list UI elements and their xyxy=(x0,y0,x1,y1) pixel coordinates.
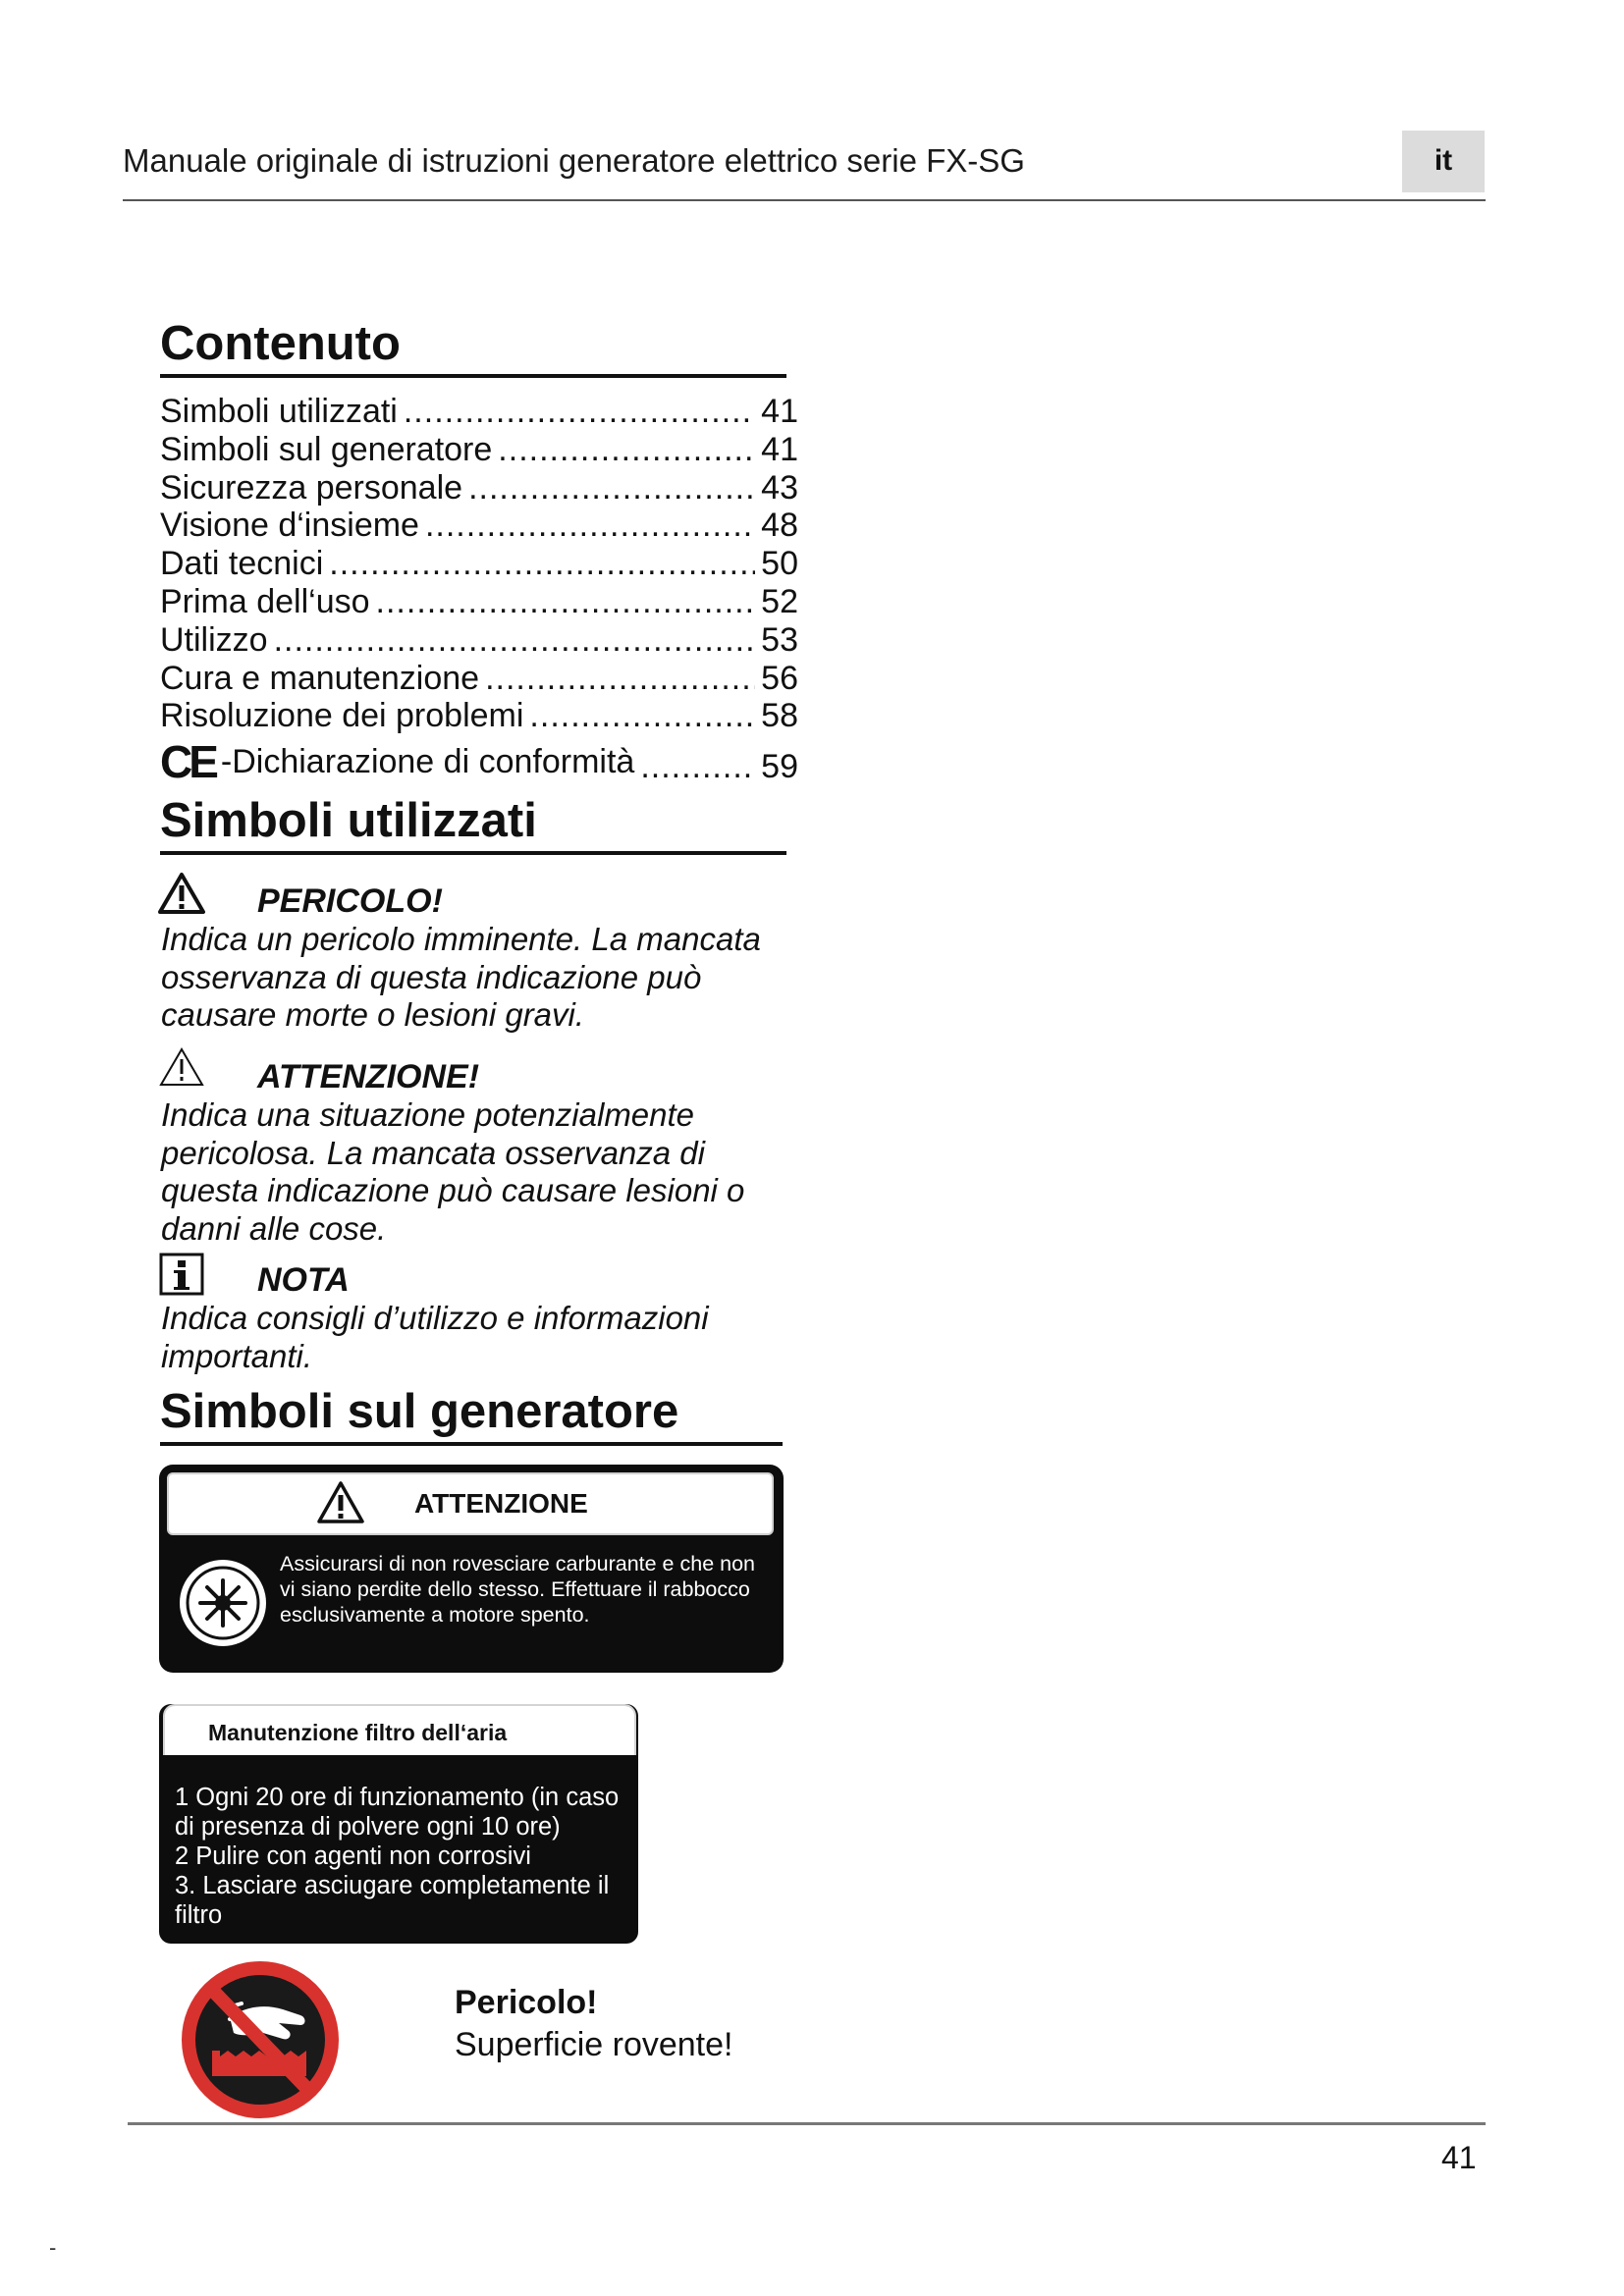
generator-symbols-heading-underline xyxy=(160,1442,783,1446)
caution-title: ATTENZIONE! xyxy=(257,1058,480,1095)
toc-entry-label: Dati tecnici xyxy=(160,545,324,583)
footer-mark: - xyxy=(49,2235,57,2260)
toc-entry[interactable] xyxy=(160,393,798,431)
toc-heading-underline xyxy=(160,374,786,378)
note-description: Indica consigli d’utilizzo e informazioni importanti. xyxy=(161,1300,709,1374)
toc-entry-label: Simboli sul generatore xyxy=(160,430,493,468)
language-badge: it xyxy=(1402,131,1485,192)
document-title: Manuale originale di istruzioni generatore elettrico serie FX-SG xyxy=(123,142,1025,179)
toc-entry-label: Simboli utilizzati xyxy=(160,393,398,430)
toc-entry[interactable] xyxy=(160,697,798,735)
toc-entry[interactable] xyxy=(160,507,798,545)
toc-entry-label: Visione d‘insieme xyxy=(160,507,419,545)
toc-entry-page: 56 xyxy=(761,659,798,697)
toc-entry-page: 43 xyxy=(761,468,798,507)
page-number: 41 xyxy=(1441,2140,1477,2175)
info-note-icon xyxy=(159,1253,204,1296)
fuel-warning-text: Assicurarsi di non rovesciare carburante e che non vi siano perdite dello stesso. Effettuare il rabbocco esclusivamente a motore spento. xyxy=(280,1552,756,1627)
symbols-heading-block xyxy=(160,793,786,855)
ce-mark-icon: CE xyxy=(160,736,215,788)
warning-triangle-icon xyxy=(316,1480,365,1525)
toc-entry[interactable] xyxy=(160,431,798,469)
fuel-warning-sticker xyxy=(159,1465,784,1673)
toc-entry[interactable] xyxy=(160,583,798,621)
generator-symbols-heading-block xyxy=(160,1384,783,1446)
generator-symbols-heading: Simboli sul generatore xyxy=(160,1385,679,1438)
toc-entry-label: Risoluzione dei problemi xyxy=(160,697,524,735)
toc-entry-page: 50 xyxy=(761,545,798,583)
caution-warning-icon xyxy=(159,1046,204,1088)
note-title: NOTA xyxy=(257,1261,350,1299)
toc-heading-block xyxy=(160,316,786,378)
toc-entry[interactable] xyxy=(160,736,798,788)
toc-entry-page: 58 xyxy=(761,697,798,735)
hot-surface-subtitle: Superficie rovente! xyxy=(455,2026,733,2063)
fuel-warning-title: ATTENZIONE xyxy=(414,1488,588,1519)
toc-entry-label: Utilizzo xyxy=(160,620,268,659)
toc-entry[interactable] xyxy=(160,621,798,660)
toc-entry-page: 59 xyxy=(761,748,798,786)
header-divider xyxy=(123,199,1486,201)
symbols-heading-underline xyxy=(160,851,786,855)
toc-heading: Contenuto xyxy=(160,317,401,370)
table-of-contents xyxy=(160,393,798,788)
toc-entry-page: 48 xyxy=(761,507,798,545)
air-filter-instructions: 1 Ogni 20 ore di funzionamento (in caso di presenza di polvere ogni 10 ore) 2 Pulire con agenti non corrosivi 3. Lasciare asciugare completamente il filtro xyxy=(175,1784,620,1929)
danger-warning-icon xyxy=(158,872,205,915)
toc-entry[interactable] xyxy=(160,545,798,583)
toc-entry-page: 41 xyxy=(761,430,798,468)
hot-surface-title: Pericolo! xyxy=(455,1984,598,2021)
toc-entry-label: Sicurezza personale xyxy=(160,468,463,507)
no-fuel-spill-icon xyxy=(177,1557,269,1649)
air-filter-title: Manutenzione filtro dell‘aria xyxy=(208,1720,508,1745)
toc-entry-page: 41 xyxy=(761,393,798,430)
toc-entry[interactable] xyxy=(160,469,798,507)
hot-surface-icon xyxy=(173,1956,348,2123)
danger-title: PERICOLO! xyxy=(257,882,443,920)
toc-entry-page: 52 xyxy=(761,582,798,620)
toc-entry-page: 53 xyxy=(761,620,798,659)
footer-divider xyxy=(128,2122,1486,2125)
toc-entry-label: Cura e manutenzione xyxy=(160,659,480,697)
toc-entry-label: -Dichiarazione di conformità xyxy=(220,743,635,781)
toc-entry-label: Prima dell‘uso xyxy=(160,582,370,620)
toc-entry[interactable] xyxy=(160,660,798,698)
caution-description: Indica una situazione potenzialmente pericolosa. La mancata osservanza di questa indicazione può causare lesioni o danni alle cose. xyxy=(161,1096,745,1247)
air-filter-sticker xyxy=(159,1704,638,1944)
symbols-heading: Simboli utilizzati xyxy=(160,794,537,847)
danger-description: Indica un pericolo imminente. La mancata osservanza di questa indicazione può causare morte o lesioni gravi. xyxy=(161,921,761,1033)
